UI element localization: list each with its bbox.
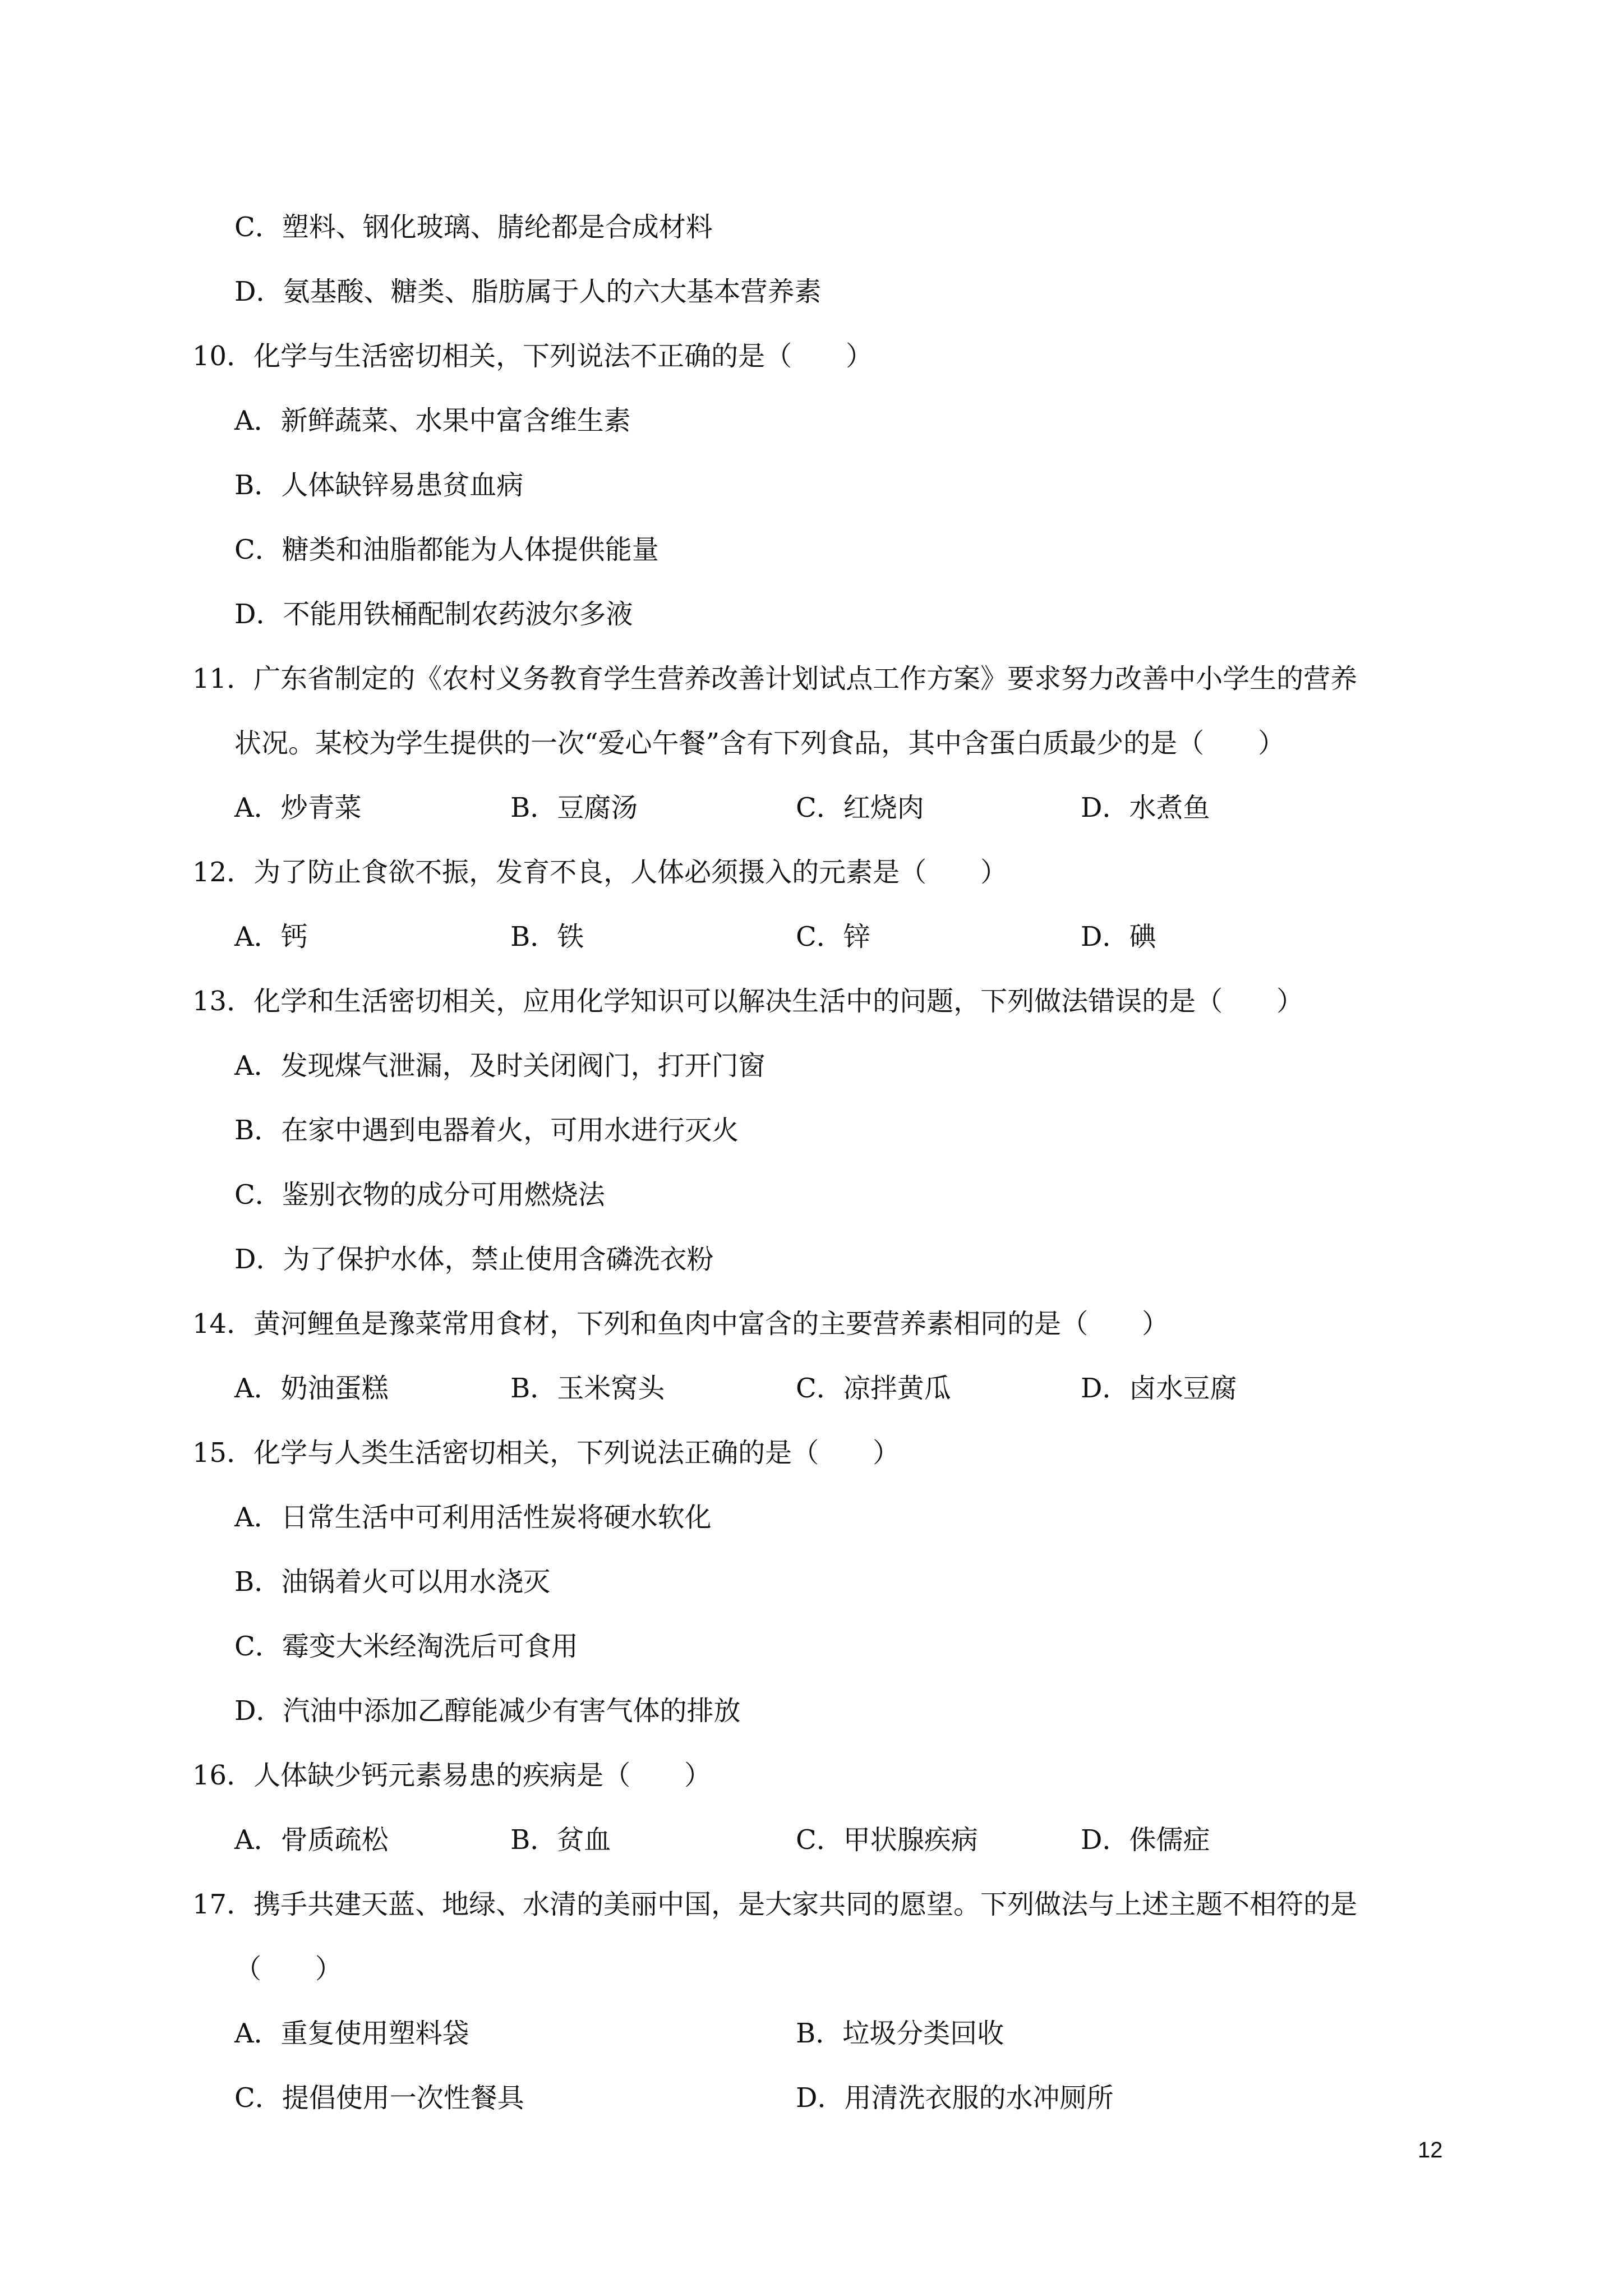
opt-13C: C．鉴别衣物的成分可用燃烧法 xyxy=(234,1179,605,1211)
q16: 16．人体缺少钙元素易患的疾病是（ ） xyxy=(192,1760,712,1791)
opt-10A: A．新鲜蔬菜、水果中富含维生素 xyxy=(234,405,631,436)
q12: 12．为了防止食欲不振，发育不良，人体必须摄入的元素是（ ） xyxy=(192,857,1008,888)
q14-opts-option-2: B．玉米窝头 xyxy=(510,1373,665,1404)
opt-15B: B．油锅着火可以用水浇灭 xyxy=(234,1566,551,1598)
q11-opts-option-3: C．红烧肉 xyxy=(796,792,924,823)
q12-opts-option-3: C．锌 xyxy=(796,921,870,953)
page-number: 12 xyxy=(1418,2138,1443,2162)
q11-opts-option-2: B．豆腐汤 xyxy=(510,792,638,823)
opt-15A: A．日常生活中可利用活性炭将硬水软化 xyxy=(234,1502,712,1533)
q14: 14．黄河鲤鱼是豫菜常用食材，下列和鱼肉中富含的主要营养素相同的是（ ） xyxy=(192,1308,1169,1340)
q11-opts-option-1: A．炒青菜 xyxy=(234,792,362,823)
q14-opts-option-3: C．凉拌黄瓜 xyxy=(796,1373,951,1404)
q12-opts-option-1: A．钙 xyxy=(234,921,308,953)
q15: 15．化学与人类生活密切相关，下列说法正确的是（ ） xyxy=(192,1437,900,1469)
opt-9C: C．塑料、钢化玻璃、腈纶都是合成材料 xyxy=(234,211,713,243)
q14-opts-option-1: A．奶油蛋糕 xyxy=(234,1373,389,1404)
opt-15D: D．汽油中添加乙醇能减少有害气体的排放 xyxy=(234,1695,741,1727)
q13: 13．化学和生活密切相关，应用化学知识可以解决生活中的问题，下列做法错误的是（ ） xyxy=(192,986,1304,1017)
opt-13B: B．在家中遇到电器着火，可用水进行灭火 xyxy=(234,1115,739,1146)
q10: 10．化学与生活密切相关，下列说法不正确的是（ ） xyxy=(192,341,873,372)
q16-opts-option-2: B．贫血 xyxy=(510,1824,611,1856)
q12-opts-option-2: B．铁 xyxy=(510,921,584,953)
opt-10D: D．不能用铁桶配制农药波尔多液 xyxy=(234,599,633,630)
q16-opts-option-3: C．甲状腺疾病 xyxy=(796,1824,978,1856)
q16-opts-option-1: A．骨质疏松 xyxy=(234,1824,389,1856)
q17a: 17．携手共建天蓝、地绿、水清的美丽中国，是大家共同的愿望。下列做法与上述主题不相符的是 xyxy=(192,1889,1358,1920)
q12-opts-option-4: D．碘 xyxy=(1081,921,1156,953)
opt-15C: C．霉变大米经淘洗后可食用 xyxy=(234,1631,578,1662)
q17b: （ ） xyxy=(234,1953,343,1985)
q11b: 状况。某校为学生提供的一次“爱心午餐”含有下列食品，其中含蛋白质最少的是（ ） xyxy=(234,728,1285,759)
q16-opts-option-4: D．侏儒症 xyxy=(1081,1824,1210,1856)
opt-13D: D．为了保护水体，禁止使用含磷洗衣粉 xyxy=(234,1244,714,1275)
q17-opts2-option-1: C．提倡使用一次性餐具 xyxy=(234,2082,524,2114)
opt-10B: B．人体缺锌易患贫血病 xyxy=(234,470,524,501)
q17-opts2-option-2: D．用清洗衣服的水冲厕所 xyxy=(796,2082,1114,2114)
opt-9D: D．氨基酸、糖类、脂肪属于人的六大基本营养素 xyxy=(234,276,822,307)
q17-opts1-option-2: B．垃圾分类回收 xyxy=(796,2018,1004,2049)
q17-opts1-option-1: A．重复使用塑料袋 xyxy=(234,2018,469,2049)
opt-13A: A．发现煤气泄漏，及时关闭阀门，打开门窗 xyxy=(234,1050,766,1082)
q11-opts-option-4: D．水煮鱼 xyxy=(1081,792,1210,823)
q14-opts-option-4: D．卤水豆腐 xyxy=(1081,1373,1237,1404)
opt-10C: C．糖类和油脂都能为人体提供能量 xyxy=(234,534,659,565)
q11a: 11．广东省制定的《农村义务教育学生营养改善计划试点工作方案》要求努力改善中小学生的营养 xyxy=(192,663,1358,694)
